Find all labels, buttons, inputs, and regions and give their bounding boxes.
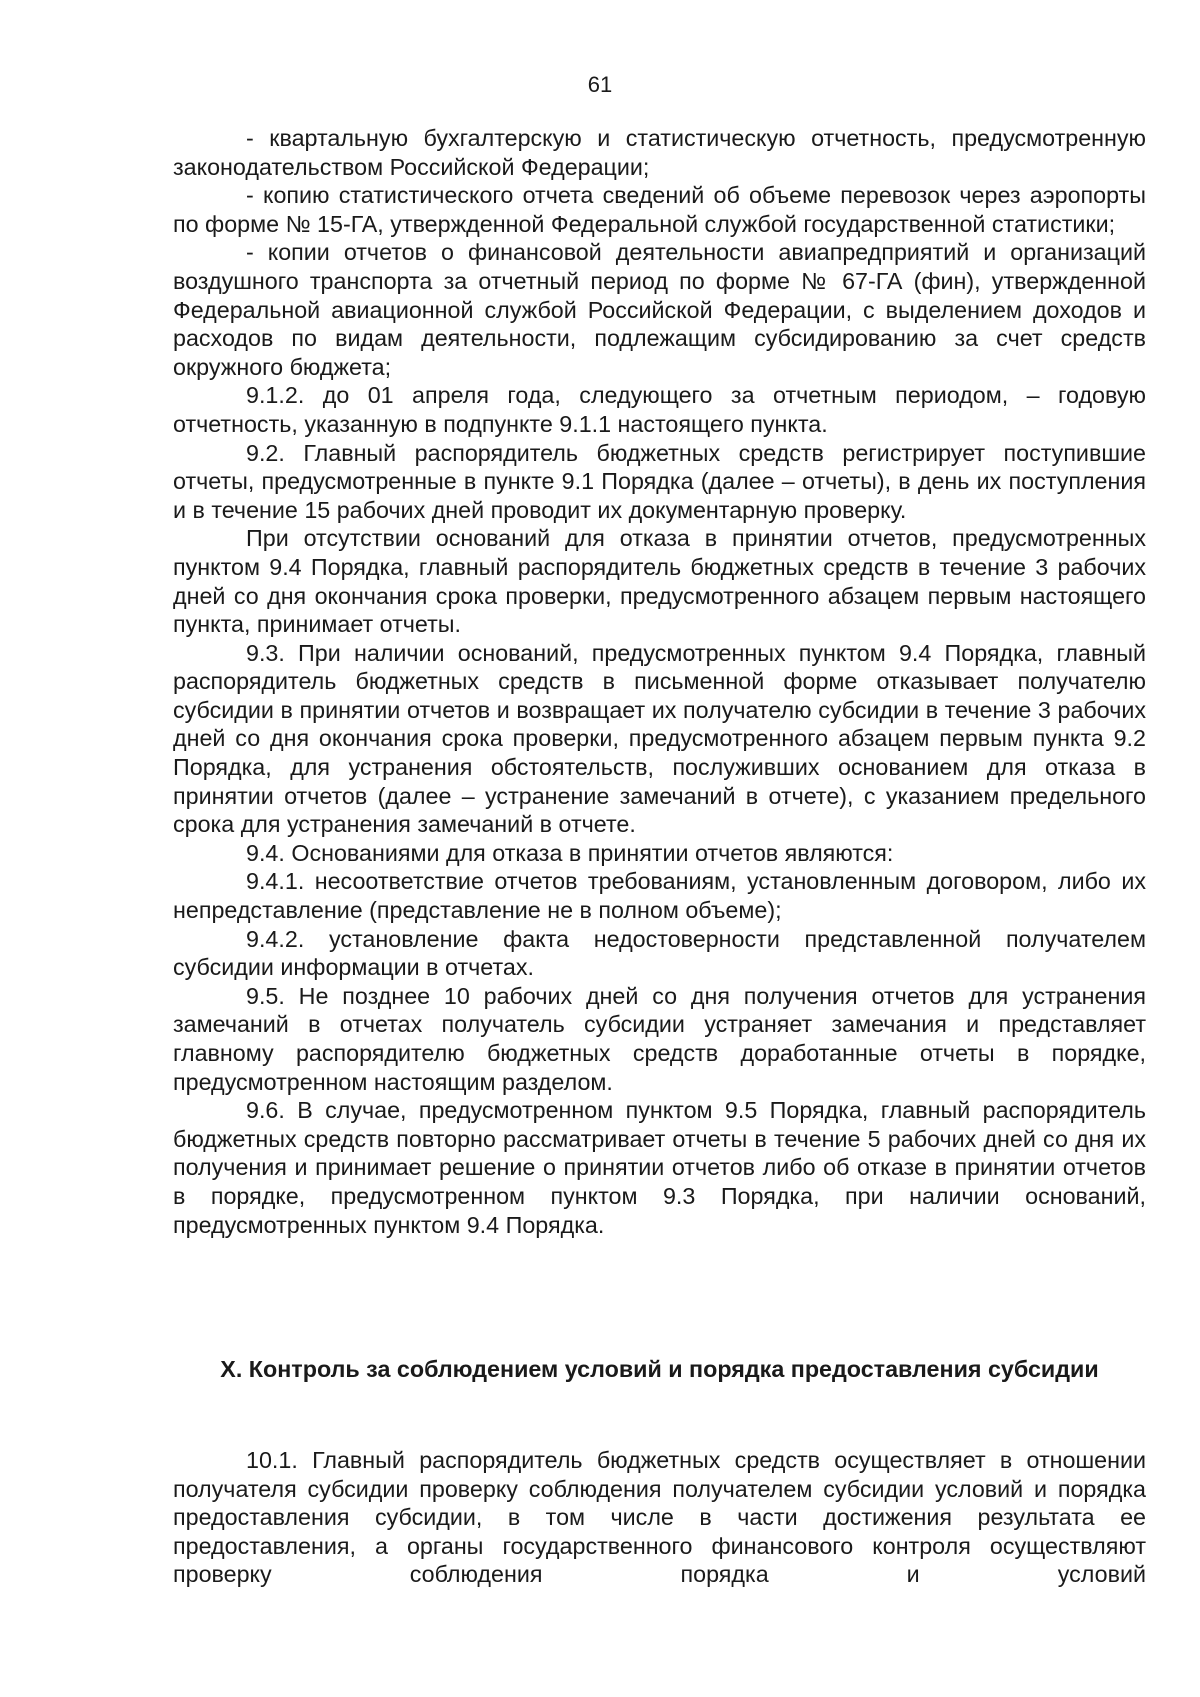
paragraph: 9.4.2. установление факта недостоверности представленной получателем субсидии информации в отчетах. [173, 925, 1146, 981]
section-body-text [173, 1446, 1146, 1589]
paragraph: 9.6. В случае, предусмотренном пунктом 9.5 Порядка, главный распорядитель бюджетных средств повторно рассматривает отчеты в течение 5 рабочих дней со дня их получения и принимает решение о принятии отчетов либо об отказе в принятии отчетов в порядке, предусмотренном пунктом 9.3 Порядка, при наличии оснований, предусмотренных пунктом 9.4 Порядка. [173, 1097, 1146, 1238]
paragraph: 9.1.2. до 01 апреля года, следующего за отчетным периодом, – годовую отчетность, указанную в подпункте 9.1.1 настоящего пункта. [173, 382, 1146, 437]
paragraph: - квартальную бухгалтерскую и статистическую отчетность, предусмотренную законодательством Российской Федерации; [173, 125, 1146, 180]
section-heading: X. Контроль за соблюдением условий и порядка предоставления субсидии [220, 1356, 1099, 1382]
paragraph: 9.2. Главный распорядитель бюджетных средств регистрирует поступившие отчеты, предусмотренные в пункте 9.1 Порядка (далее – отчеты), в день их поступления и в течение 15 рабочих дней проводит их документарную проверку. [173, 439, 1146, 523]
page-number: 61 [587, 72, 613, 97]
paragraph: 9.3. При наличии оснований, предусмотренных пунктом 9.4 Порядка, главный распорядитель бюджетных средств в письменной форме отказывает получателю субсидии в принятии отчетов и возвращает их получателю субсидии в течение 3 рабочих дней со дня окончания срока проверки, предусмотренного абзацем первым пункта 9.2 Порядка, для устранения обстоятельств, послуживших основанием для отказа в принятии отчетов (далее – устранение замечаний в отчете), с указанием предельного срока для устранения замечаний в отчете. [173, 639, 1146, 838]
body-text [173, 124, 1146, 1239]
paragraph: При отсутствии оснований для отказа в принятии отчетов, предусмотренных пунктом 9.4 Порядка, главный распорядитель бюджетных средств в течение 3 рабочих дней со дня окончания срока проверки, предусмотренного абзацем первым настоящего пункта, принимает отчеты. [173, 525, 1146, 638]
paragraph: 9.4.1. несоответствие отчетов требованиям, установленным договором, либо их непредставление (представление не в полном объеме); [173, 868, 1146, 924]
paragraph: 9.4. Основаниями для отказа в принятии отчетов являются: [246, 839, 894, 866]
paragraph: 9.5. Не позднее 10 рабочих дней со дня получения отчетов для устранения замечаний в отчетах получатель субсидии устраняет замечания и представляет главному распорядителю бюджетных средств доработанные отчеты в порядке, предусмотренном настоящим разделом. [173, 982, 1146, 1095]
paragraph: - копии отчетов о финансовой деятельности авиапредприятий и организаций воздушного транспорта за отчетный период по форме № 67-ГА (фин), утвержденной Федеральной авиационной службой Российской Федерации, с выделением доходов и расходов по видам деятельности, подлежащим субсидированию за счет средств окружного бюджета; [173, 239, 1146, 380]
paragraph: 10.1. Главный распорядитель бюджетных средств осуществляет в отношении получателя субсидии проверку соблюдения получателем субсидии условий и порядка предоставления субсидии, в том числе в части достижения результата ее предоставления, а органы государственного финансового контроля осуществляют проверку соблюдения порядка и условий [173, 1447, 1146, 1588]
paragraph: - копию статистического отчета сведений об объеме перевозок через аэропорты по форме № 15-ГА, утвержденной Федеральной службой государственной статистики; [173, 182, 1146, 237]
